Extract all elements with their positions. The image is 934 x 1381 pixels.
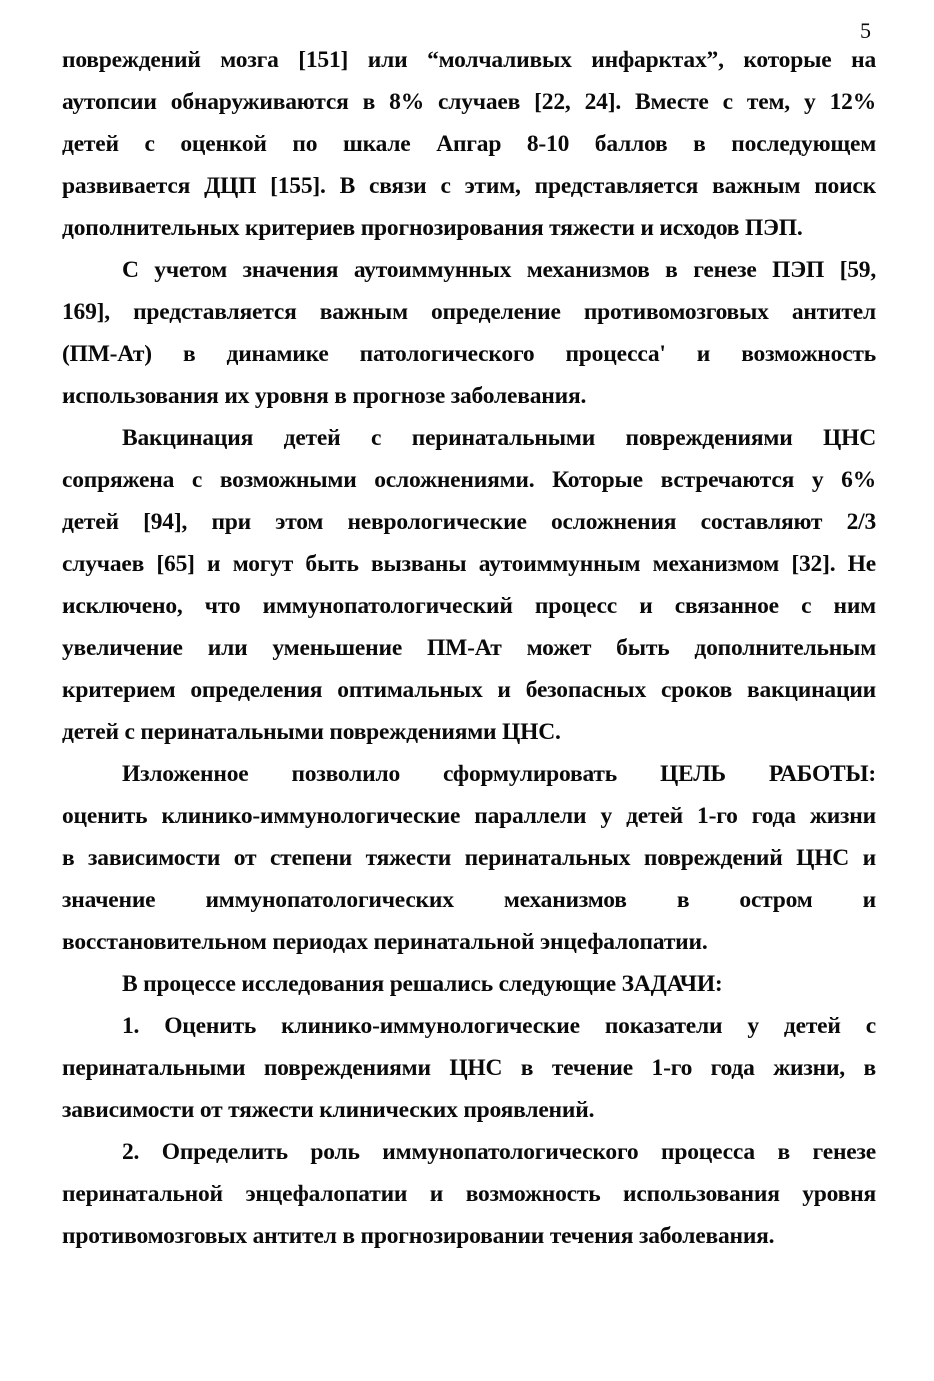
paragraph-p6 <box>62 1005 876 1131</box>
text-line: аутопсии обнаруживаются в 8% случаев [22, 24]. Вместе с тем, у 12% <box>62 89 876 115</box>
text-line: 2. Определить роль иммунопатологического процесса в генезе <box>122 1139 876 1165</box>
text-line: значение иммунопатологических механизмов в остром и <box>62 887 876 913</box>
text-line: сопряжена с возможными осложнениями. Которые встречаются у 6% <box>62 467 876 493</box>
text-line: (ПМ-Ат) в динамике патологического процесса' и возможность <box>62 341 876 367</box>
text-line: оценить клинико-иммунологические параллели у детей 1-го года жизни <box>62 803 876 829</box>
text-line: детей с оценкой по шкале Апгар 8-10 баллов в последующем <box>62 131 876 157</box>
document-body <box>62 39 876 1257</box>
page-number: 5 <box>860 18 871 43</box>
text-line: исключено, что иммунопатологический процесс и связанное с ним <box>62 593 876 619</box>
text-line: повреждений мозга [151] или “молчаливых инфарктах”, которые на <box>62 47 876 73</box>
paragraph-p3 <box>62 417 876 753</box>
text-line: 169], представляется важным определение противомозговых антител <box>62 299 876 325</box>
text-line: увеличение или уменьшение ПМ-Ат может быть дополнительным <box>62 635 876 661</box>
text-line: детей с перинатальными повреждениями ЦНС. <box>62 719 561 745</box>
paragraph-p7 <box>62 1131 876 1257</box>
text-line: дополнительных критериев прогнозирования тяжести и исходов ПЭП. <box>62 215 803 241</box>
text-line: противомозговых антител в прогнозировании течения заболевания. <box>62 1223 775 1249</box>
paragraph-p4 <box>62 753 876 963</box>
text-line: 1. Оценить клинико-иммунологические показатели у детей с <box>122 1013 876 1039</box>
text-line: Изложенное позволило сформулировать ЦЕЛЬ РАБОТЫ: <box>122 761 876 787</box>
text-line: критерием определения оптимальных и безопасных сроков вакцинации <box>62 677 876 703</box>
text-line: использования их уровня в прогнозе заболевания. <box>62 383 587 409</box>
text-line: перинатальной энцефалопатии и возможность использования уровня <box>62 1181 876 1207</box>
paragraph-p2 <box>62 249 876 417</box>
text-line: в зависимости от степени тяжести перинатальных повреждений ЦНС и <box>62 845 876 871</box>
text-line: зависимости от тяжести клинических проявлений. <box>62 1097 595 1123</box>
paragraph-p1 <box>62 39 876 249</box>
text-line: перинатальными повреждениями ЦНС в течение 1-го года жизни, в <box>62 1055 876 1081</box>
text-line: развивается ДЦП [155]. В связи с этим, представляется важным поиск <box>62 173 876 199</box>
paragraph-p5 <box>62 963 876 1005</box>
text-line: В процессе исследования решались следующие ЗАДАЧИ: <box>122 971 723 997</box>
text-line: восстановительном периодах перинатальной энцефалопатии. <box>62 929 708 955</box>
text-line: Вакцинация детей с перинатальными повреждениями ЦНС <box>122 425 876 451</box>
text-line: случаев [65] и могут быть вызваны аутоиммунным механизмом [32]. Не <box>62 551 876 577</box>
text-line: С учетом значения аутоиммунных механизмов в генезе ПЭП [59, <box>122 257 876 283</box>
text-line: детей [94], при этом неврологические осложнения составляют 2/3 <box>62 509 876 535</box>
